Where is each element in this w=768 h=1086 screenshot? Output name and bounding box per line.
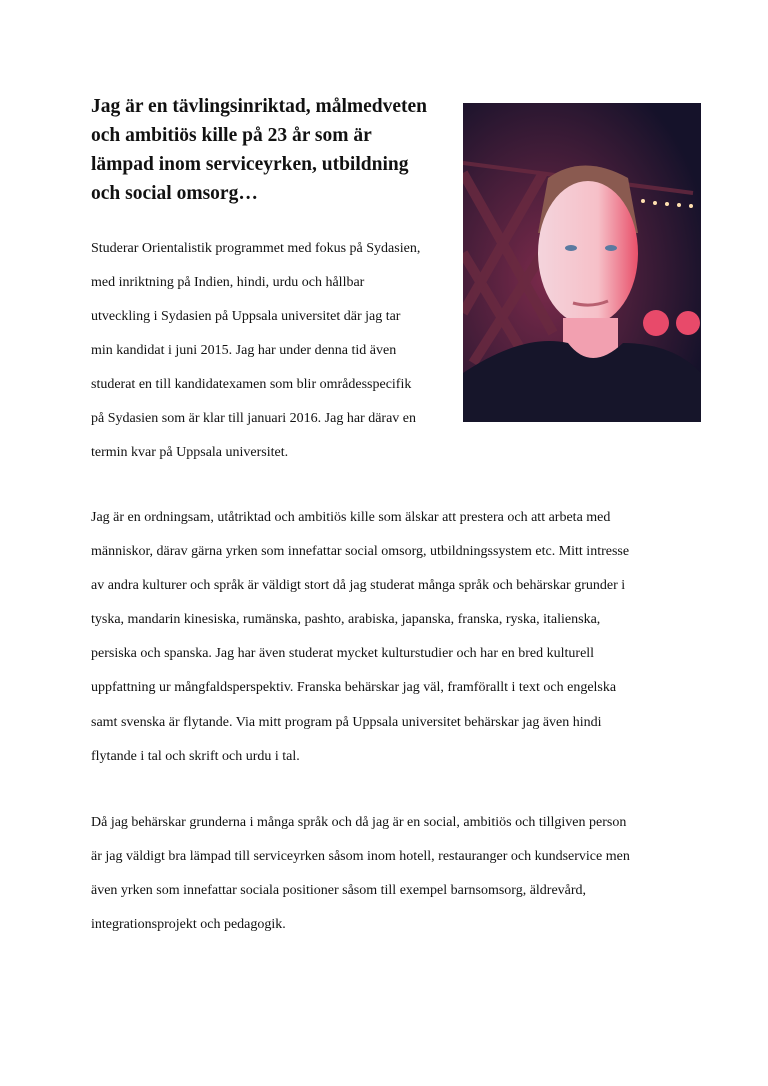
text-line: av andra kulturer och språk är väldigt stort då jag studerat många språk och behärskar grunder i	[91, 578, 626, 594]
text-line: på Sydasien som är klar till januari 2016. Jag har därav en	[91, 411, 417, 426]
heading-line: Jag är en tävlingsinriktad, målmedveten	[91, 96, 428, 117]
paragraph-personality	[91, 501, 629, 774]
text-line: persiska och spanska. Jag har även studerat mycket kulturstudier och har en bred kulturell	[91, 646, 595, 662]
page-heading	[91, 92, 461, 208]
profile-photo	[463, 103, 701, 422]
text-line: är jag väldigt bra lämpad till serviceyrken såsom inom hotell, restauranger och kundservice men	[91, 849, 630, 864]
text-line: uppfattning ur mångfaldsperspektiv. Franska behärskar jag väl, framförallt i text och engelska	[91, 680, 617, 696]
text-line: Jag är en ordningsam, utåtriktad och ambitiös kille som älskar att prestera och att arbeta med	[91, 510, 611, 525]
text-line: tyska, mandarin kinesiska, rumänska, pashto, arabiska, japanska, franska, ryska, italienska,	[91, 612, 601, 628]
heading-line: och social omsorg…	[91, 183, 258, 204]
text-line: människor, därav gärna yrken som innefattar social omsorg, utbildningssystem etc. Mitt intresse	[91, 544, 630, 560]
text-line: samt svenska är flytande. Via mitt program på Uppsala universitet behärskar jag även hindi	[91, 714, 602, 730]
paragraph-suitability	[91, 806, 630, 942]
text-line: Studerar Orientalistik programmet med fokus på Sydasien,	[91, 241, 421, 256]
text-line: termin kvar på Uppsala universitet.	[91, 445, 289, 460]
heading-line: lämpad inom serviceyrken, utbildning	[91, 154, 409, 175]
text-line: utveckling i Sydasien på Uppsala universitet där jag tar	[91, 309, 401, 324]
text-line: min kandidat i juni 2015. Jag har under denna tid även	[91, 343, 397, 358]
text-line: studerat en till kandidatexamen som blir områdesspecifik	[91, 377, 412, 392]
portrait-image	[463, 103, 701, 422]
text-line: även yrken som innefattar sociala positioner såsom till exempel barnsomsorg, äldrevård,	[91, 883, 587, 898]
heading-line: och ambitiös kille på 23 år som är	[91, 125, 372, 146]
text-line: Då jag behärskar grunderna i många språk och då jag är en social, ambitiös och tillgiven person	[91, 815, 627, 830]
text-line: flytande i tal och skrift och urdu i tal.	[91, 748, 300, 764]
paragraph-studies	[91, 232, 420, 470]
text-line: med inriktning på Indien, hindi, urdu och hållbar	[91, 275, 365, 290]
text-line: integrationsprojekt och pedagogik.	[91, 917, 286, 932]
